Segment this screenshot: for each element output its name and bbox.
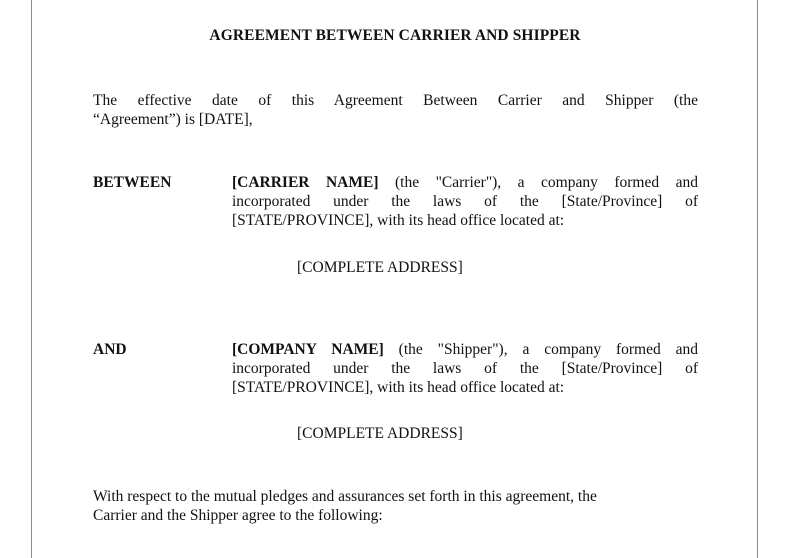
shipper-line-1 xyxy=(232,340,698,359)
shipper-line-1-rest: (the "Shipper"), a company formed and xyxy=(383,341,698,358)
carrier-party-text xyxy=(232,173,698,230)
document-title: AGREEMENT BETWEEN CARRIER AND SHIPPER xyxy=(209,27,581,44)
carrier-line-2: incorporated under the laws of the [State/Province] of xyxy=(232,193,698,210)
carrier-line-1 xyxy=(232,173,698,192)
carrier-address: [COMPLETE ADDRESS] xyxy=(297,259,463,276)
intro-line-2: “Agreement”) is [DATE], xyxy=(93,111,253,128)
shipper-line-2: incorporated under the laws of the [State/Province] of xyxy=(232,360,698,377)
closing-line-1: With respect to the mutual pledges and assurances set forth in this agreement, the xyxy=(93,488,597,505)
intro-paragraph xyxy=(93,91,698,129)
closing-paragraph xyxy=(93,487,698,525)
carrier-line-3: [STATE/PROVINCE], with its head office located at: xyxy=(232,212,565,229)
intro-line-1: The effective date of this Agreement Between Carrier and Shipper (the xyxy=(93,92,698,109)
carrier-name: [CARRIER NAME] xyxy=(232,174,379,191)
page-border-right xyxy=(757,0,758,558)
party-label-and: AND xyxy=(93,341,127,358)
shipper-address: [COMPLETE ADDRESS] xyxy=(297,425,463,442)
shipper-party-text xyxy=(232,340,698,397)
shipper-line-3: [STATE/PROVINCE], with its head office located at: xyxy=(232,379,565,396)
carrier-line-1-rest: (the "Carrier"), a company formed and xyxy=(378,174,698,191)
party-label-between: BETWEEN xyxy=(93,174,172,191)
shipper-name: [COMPANY NAME] xyxy=(232,341,384,358)
page-border-left xyxy=(31,0,32,558)
closing-line-2: Carrier and the Shipper agree to the following: xyxy=(93,507,383,524)
